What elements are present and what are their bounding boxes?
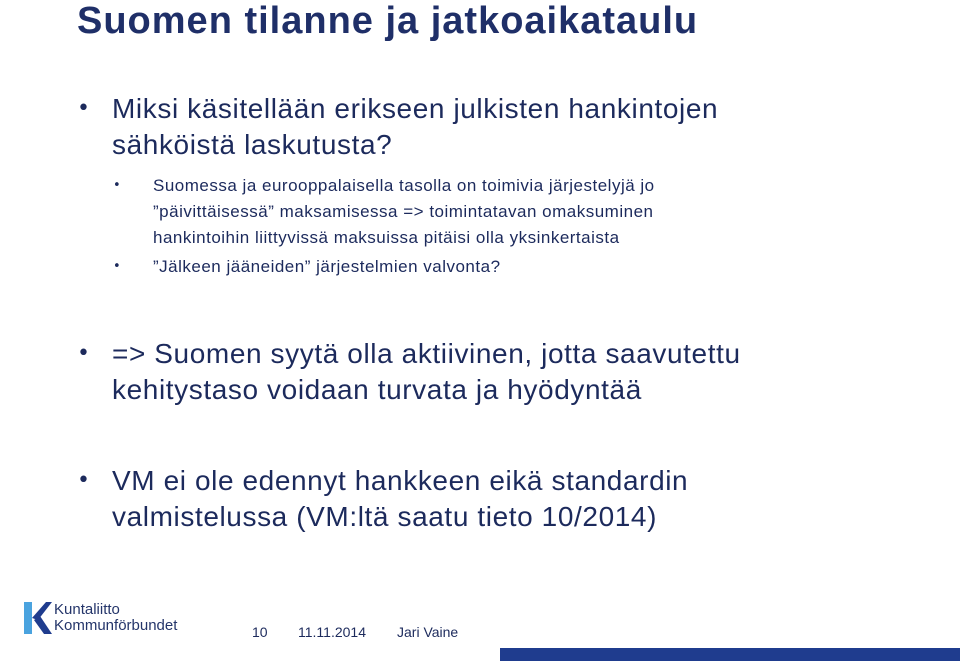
bullet-dot: •: [113, 178, 122, 193]
sub-bullet-1-text: [153, 173, 655, 251]
bullet-3-text: [112, 463, 688, 535]
slide-title: Suomen tilanne ja jatkoaikataulu: [77, 0, 699, 42]
bullet-dot: •: [77, 341, 91, 366]
bullet-dot: •: [77, 96, 91, 121]
bottom-bar: [500, 648, 960, 661]
sub-bullet-1-line-1: Suomessa ja eurooppalaisella tasolla on toimivia järjestelyjä jo: [153, 176, 655, 195]
bullet-dot: •: [113, 259, 122, 274]
footer-author: Jari Vaine: [397, 624, 459, 640]
bullet-dot: •: [77, 468, 91, 493]
logo-text: [54, 602, 177, 634]
logo-line-1: Kuntaliitto: [54, 601, 120, 618]
bullet-2-text: [112, 336, 741, 408]
sub-bullet-2-text: [153, 254, 501, 280]
sub-bullet-1-line-3: hankintoihin liittyvissä maksuissa pitäisi olla yksinkertaista: [153, 228, 620, 247]
sub-bullet-2-line-1: ”Jälkeen jääneiden” järjestelmien valvonta?: [153, 257, 501, 276]
logo-line-2: Kommunförbundet: [54, 617, 178, 634]
bullet-1-line-1: Miksi käsitellään erikseen julkisten hankintojen: [112, 93, 719, 124]
page-number: 10: [252, 624, 268, 640]
bullet-2-line-2: kehitystaso voidaan turvata ja hyödyntää: [112, 374, 642, 405]
bullet-1-line-2: sähköistä laskutusta?: [112, 129, 393, 160]
bullet-2-line-1: => Suomen syytä olla aktiivinen, jotta saavutettu: [112, 338, 741, 369]
kuntaliitto-logo-icon: [22, 598, 52, 638]
bullet-1-text: [112, 91, 718, 163]
footer-date: 11.11.2014: [298, 624, 366, 640]
kuntaliitto-logo: [22, 596, 192, 642]
sub-bullet-1-line-2: ”päivittäisessä” maksamisessa => toimintatavan omaksuminen: [153, 202, 654, 221]
bullet-3-line-2: valmistelussa (VM:ltä saatu tieto 10/2014): [112, 501, 658, 532]
bullet-3-line-1: VM ei ole edennyt hankkeen eikä standardin: [112, 465, 689, 496]
